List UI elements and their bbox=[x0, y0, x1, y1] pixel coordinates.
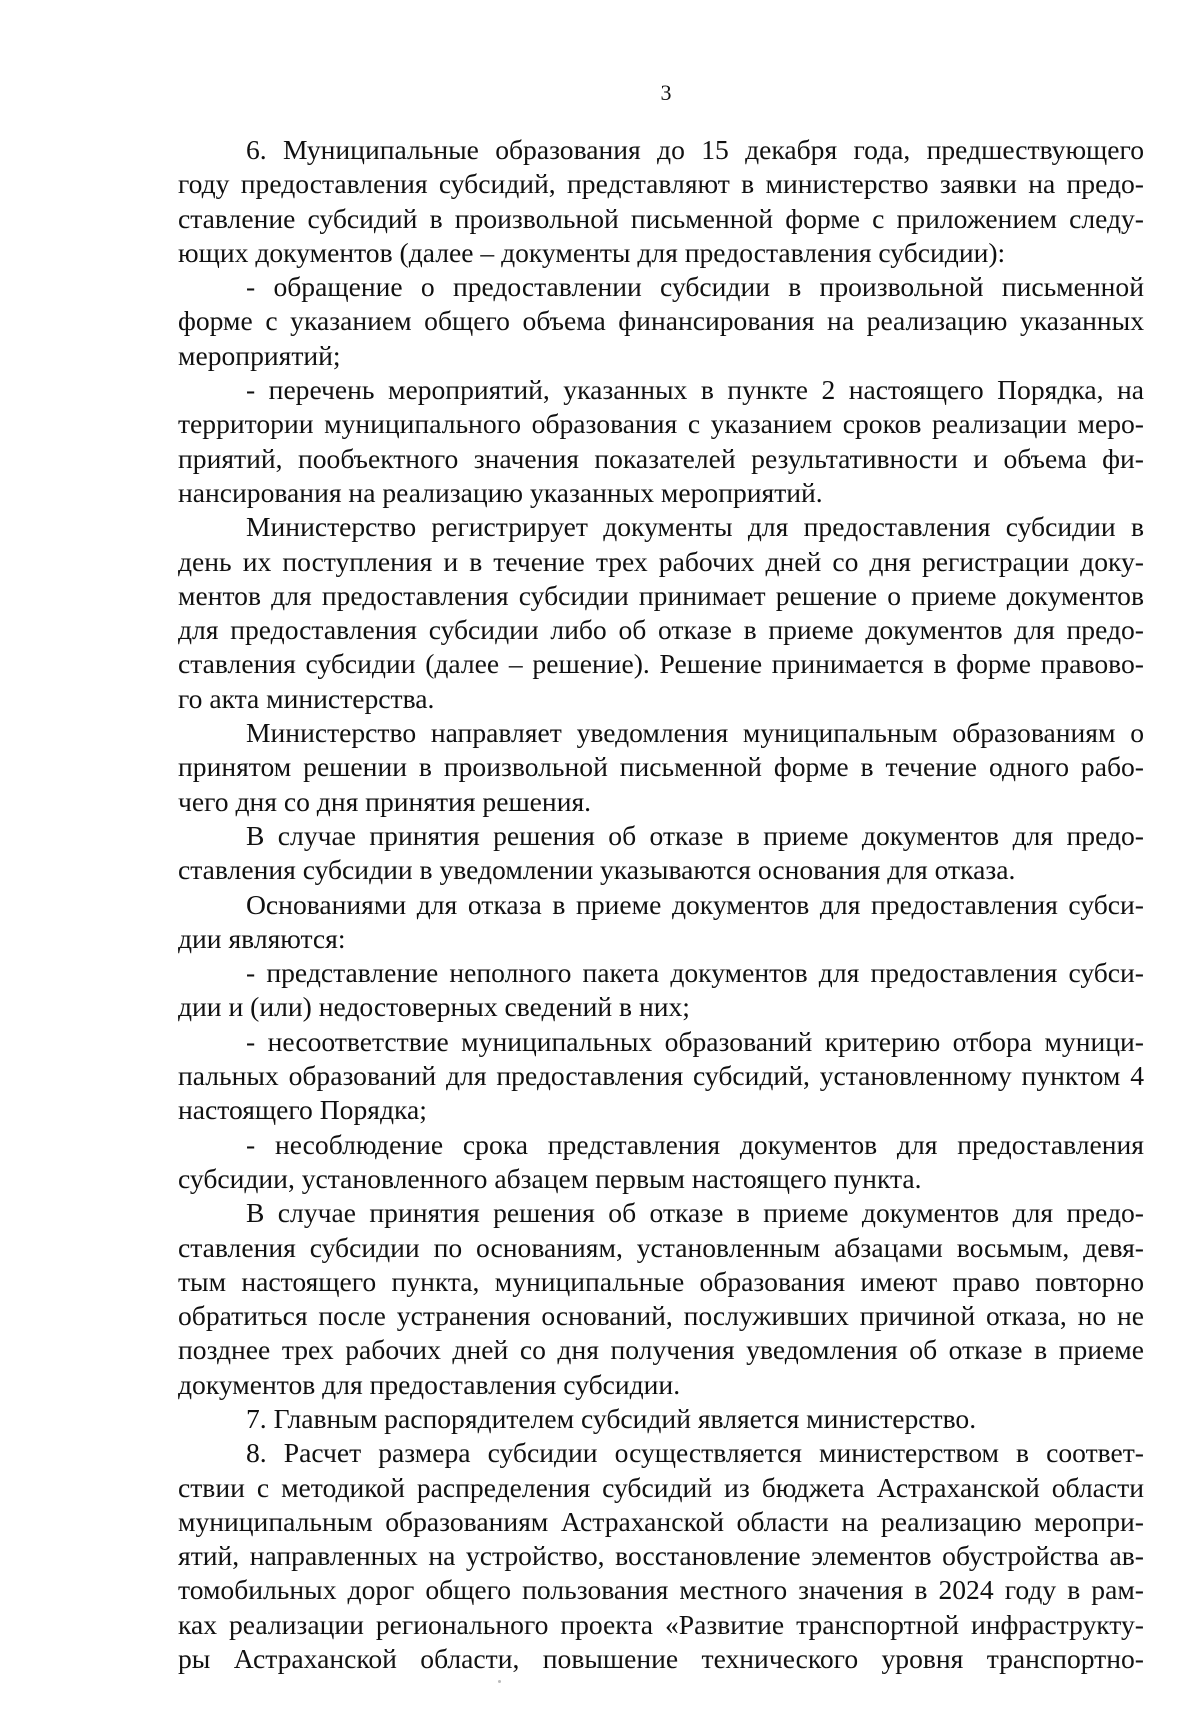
text-line: форме с указанием общего объема финансирования на реализацию указанных bbox=[178, 305, 1144, 337]
text-line: дии и (или) недостоверных сведений в них; bbox=[178, 991, 690, 1023]
paragraph-p6 bbox=[178, 133, 1144, 270]
text-line: 6. Муниципальные образования до 15 декабря года, предшествующего bbox=[246, 134, 1144, 165]
text-line: В случае принятия решения об отказе в приеме документов для предо- bbox=[246, 1197, 1144, 1229]
text-line: ках реализации регионального проекта «Развитие транспортной инфраструкту- bbox=[178, 1608, 1144, 1640]
text-line: - обращение о предоставлении субсидии в произвольной письменной bbox=[246, 271, 1144, 303]
text-line: субсидии, установленного абзацем первым настоящего пункта. bbox=[178, 1162, 922, 1194]
text-line: обратиться после устранения оснований, послуживших причиной отказа, но не bbox=[178, 1300, 1144, 1332]
text-line: нансирования на реализацию указанных мероприятий. bbox=[178, 476, 823, 508]
paragraph-p8 bbox=[178, 1436, 1144, 1676]
text-line: Основаниями для отказа в приеме документов для предоставления субси- bbox=[246, 888, 1144, 920]
paragraph-p6-ground2 bbox=[178, 1025, 1144, 1128]
text-line: настоящего Порядка; bbox=[178, 1094, 427, 1126]
text-line: томобильных дорог общего пользования местного значения в 2024 году в рам- bbox=[178, 1574, 1144, 1606]
text-line: ствии с методикой распределения субсидий из бюджета Астраханской области bbox=[178, 1471, 1144, 1503]
text-line: году предоставления субсидий, представляют в министерство заявки на предо- bbox=[178, 168, 1144, 200]
text-line: 7. Главным распорядителем субсидий является министерство. bbox=[246, 1402, 977, 1434]
document-body bbox=[178, 133, 1144, 1676]
text-line: В случае принятия решения об отказе в приеме документов для предо- bbox=[246, 819, 1144, 851]
paragraph-p6-list bbox=[178, 373, 1144, 510]
text-line: ментов для предоставления субсидии принимает решение о приеме документов bbox=[178, 579, 1144, 611]
text-line: пальных образований для предоставления субсидий, установленному пунктом 4 bbox=[178, 1060, 1144, 1092]
text-line: ющих документов (далее – документы для предоставления субсидии): bbox=[178, 236, 1006, 268]
text-line: муниципальным образованиям Астраханской области на реализацию меропри- bbox=[178, 1505, 1144, 1537]
text-line: день их поступления и в течение трех рабочих дней со дня регистрации доку- bbox=[178, 545, 1144, 577]
text-line: - представление неполного пакета документов для предоставления субси- bbox=[246, 957, 1144, 989]
paragraph-p6-refusal bbox=[178, 819, 1144, 888]
text-line: приятий, пообъектного значения показателей результативности и объема фи- bbox=[178, 442, 1144, 474]
text-line: принятом решении в произвольной письменной форме в течение одного рабо- bbox=[178, 751, 1144, 783]
text-line: для предоставления субсидии либо об отказе в приеме документов для предо- bbox=[178, 614, 1144, 646]
text-line: ры Астраханской области, повышение технического уровня транспортно- bbox=[178, 1643, 1144, 1675]
text-line: - несоблюдение срока представления документов для предоставления bbox=[246, 1128, 1144, 1160]
text-line: дии являются: bbox=[178, 922, 346, 954]
text-line: ставления субсидии по основаниям, установленным абзацами восьмым, девя- bbox=[178, 1231, 1144, 1263]
text-line: чего дня со дня принятия решения. bbox=[178, 785, 592, 817]
text-line: ставление субсидий в произвольной письменной форме с приложением следу- bbox=[178, 202, 1144, 234]
paragraph-p6-repeat bbox=[178, 1196, 1144, 1402]
paragraph-p6-register bbox=[178, 510, 1144, 716]
text-line: ятий, направленных на устройство, восстановление элементов обустройства ав- bbox=[178, 1540, 1144, 1572]
page-number: 3 bbox=[660, 80, 672, 105]
text-line: го акта министерства. bbox=[178, 682, 435, 714]
text-line: позднее трех рабочих дней со дня получения уведомления об отказе в приеме bbox=[178, 1334, 1144, 1366]
paragraph-p6-ground3 bbox=[178, 1128, 1144, 1197]
text-line: 8. Расчет размера субсидии осуществляется министерством в соответ- bbox=[246, 1437, 1144, 1469]
text-line: Министерство регистрирует документы для предоставления субсидии в bbox=[246, 511, 1144, 543]
text-line: документов для предоставления субсидии. bbox=[178, 1368, 681, 1400]
text-line: - несоответствие муниципальных образований критерию отбора муници- bbox=[246, 1025, 1144, 1057]
text-line: тым настоящего пункта, муниципальные образования имеют право повторно bbox=[178, 1265, 1144, 1297]
paragraph-p7 bbox=[178, 1402, 1144, 1436]
text-line: ставления субсидии в уведомлении указываются основания для отказа. bbox=[178, 854, 1016, 886]
text-line: ставления субсидии (далее – решение). Решение принимается в форме правово- bbox=[178, 648, 1144, 680]
paragraph-p6-ground1 bbox=[178, 956, 1144, 1025]
paragraph-p6-notify bbox=[178, 716, 1144, 819]
text-line: - перечень мероприятий, указанных в пункте 2 настоящего Порядка, на bbox=[246, 374, 1144, 406]
text-line: территории муниципального образования с указанием сроков реализации меро- bbox=[178, 408, 1144, 440]
paragraph-p6-appeal bbox=[178, 270, 1144, 373]
text-line: мероприятий; bbox=[178, 339, 341, 371]
paragraph-p6-grounds bbox=[178, 888, 1144, 957]
scan-speck bbox=[498, 1680, 501, 1683]
text-line: Министерство направляет уведомления муниципальным образованиям о bbox=[246, 717, 1144, 749]
